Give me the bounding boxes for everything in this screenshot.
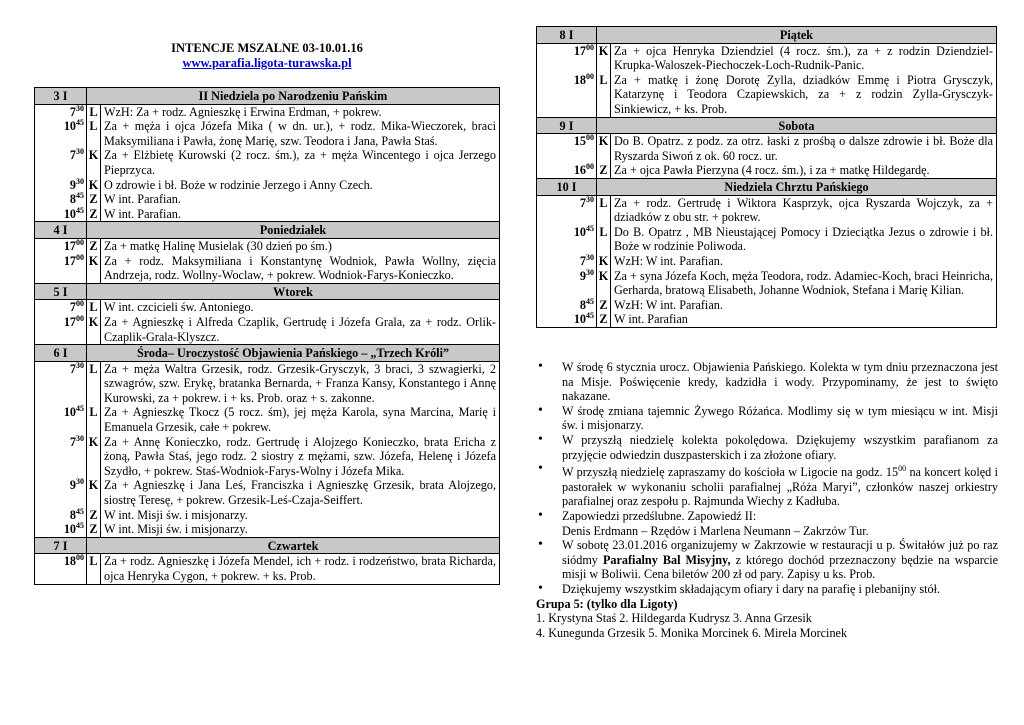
mass-hour: 9: [579, 268, 586, 283]
day-header: [537, 117, 997, 134]
mass-intention: Za + rodz. Gertrudę i Wiktora Kasprzyk, ojca Ryszarda Wojczyk, za + dziadków z obu str. + pokrew.: [614, 195, 993, 225]
mass-codes: [597, 195, 611, 327]
mass-hour: 17: [63, 314, 76, 329]
mass-intention: WzH: W int. Parafian.: [614, 297, 723, 312]
mass-hour: 10: [63, 522, 76, 537]
mass-times: [35, 554, 87, 584]
mass-minutes: 00: [76, 553, 84, 563]
mass-hour: 16: [573, 163, 586, 178]
mass-minutes: 30: [76, 477, 84, 487]
mass-location-code: Z: [599, 163, 608, 178]
day-date: 10 I: [537, 178, 597, 195]
mass-intentions: [101, 238, 500, 283]
mass-times: [537, 134, 597, 179]
day-date: 6 I: [35, 345, 87, 362]
mass-intention: W int. Parafian: [614, 312, 688, 327]
mass-minutes: 30: [586, 267, 594, 277]
mass-intention: Za + Agnieszkę i Jana Leś, Franciszka i Agnieszkę Grzesik, brata Alojzego, siostrę Teresę, + pokrew. Grzesik-Leś-Czaja-Seiffert.: [104, 478, 496, 508]
concert-text-rest: na koncert kolęd i pastorałek w wykonaniu scholii parafialnej „Róża Maryi”, członków naszej orkiestry parafialnej oraz zespołu p. Rajmunda Wiechy z Kadłuba.: [562, 465, 999, 509]
mass-time: [537, 312, 594, 327]
mass-time: [537, 44, 594, 73]
mass-hour: 7: [579, 253, 586, 268]
mass-time: [35, 522, 84, 537]
mass-location-code: K: [88, 177, 99, 192]
day-date: 8 I: [537, 27, 597, 44]
mass-intention: O zdrowie i bł. Boże w rodzinie Jerzego i Anny Czech.: [104, 177, 373, 192]
mass-minutes: 00: [76, 237, 84, 247]
mass-intention: WzH: Za + rodz. Agnieszkę i Erwina Erdman, + pokrew.: [104, 104, 382, 119]
mass-intention: W int. Misji św. i misjonarzy.: [104, 507, 248, 522]
mass-intentions: [611, 195, 997, 327]
mass-time: [35, 478, 84, 507]
mass-minutes: 00: [76, 252, 84, 262]
mass-time: [35, 254, 84, 283]
concert-hour-min: 00: [898, 464, 907, 474]
mass-intention: Do B. Opatrz , MB Nieustającej Pomocy i Dzieciątka Jezus o zdrowie i bł. Boże w rodzinie Poliwoda.: [614, 224, 993, 254]
group-line: 4. Kunegunda Grzesik 5. Monika Morcinek 6. Mirela Morcinek: [536, 625, 848, 640]
mass-hour: 10: [63, 405, 76, 420]
mass-codes: [87, 238, 101, 283]
mass-time: [35, 508, 84, 523]
mass-time: [35, 405, 84, 434]
mass-codes: [87, 554, 101, 584]
mass-codes: [87, 361, 101, 537]
day-header: [537, 27, 997, 44]
mass-time: [35, 239, 84, 254]
mass-minutes: 30: [76, 176, 84, 186]
group-line: 1. Krystyna Staś 2. Hildegarda Kudrysz 3. Anna Grzesik: [536, 611, 812, 626]
day-header: [35, 222, 500, 239]
day-name: Poniedziałek: [87, 222, 500, 239]
mass-codes: [87, 300, 101, 345]
mass-intentions: [101, 104, 500, 222]
day-header: [35, 345, 500, 362]
mass-intention: Za + matkę i żonę Dorotę Zylla, dziadków Emmę i Piotra Grysczyk, Katarzynę i Teodora Czapiewskich, za + z rodzin Zylla-Grysczyk-Sinkiewicz, + ks. Prob.: [614, 72, 993, 116]
day-name: Środa– Uroczystość Objawienia Pańskiego – „Trzech Króli”: [87, 345, 500, 362]
mass-time: [537, 225, 594, 254]
mass-time: [35, 207, 84, 222]
announcements: [536, 360, 998, 640]
mass-location-code: L: [599, 72, 608, 87]
mass-intentions: [101, 554, 500, 584]
mass-intention: Za + Agnieszkę Tkocz (5 rocz. śm), jej męża Karola, syna Marcina, Marię i Emanuela Grzesik, całe + pokrew.: [104, 405, 496, 435]
day-date: 3 I: [35, 88, 87, 105]
mass-time: [35, 315, 84, 344]
mass-location-code: K: [88, 478, 99, 493]
mass-minutes: 00: [586, 162, 594, 172]
mass-location-code: Z: [89, 522, 98, 537]
day-masses: [35, 554, 500, 584]
day-name: Niedziela Chrztu Pańskiego: [597, 178, 997, 195]
mass-minutes: 30: [76, 360, 84, 370]
mass-location-code: Z: [89, 192, 98, 207]
mass-time: [35, 362, 84, 406]
mass-minutes: 30: [586, 252, 594, 262]
mass-location-code: Z: [599, 297, 608, 312]
ball-announcement: [536, 538, 998, 582]
day-header: [35, 283, 500, 300]
mass-hour: 9: [69, 478, 76, 493]
mass-location-code: K: [88, 314, 99, 329]
mass-hour: 7: [69, 361, 76, 376]
day-name: II Niedziela po Narodzeniu Pańskim: [87, 88, 500, 105]
mass-hour: 8: [69, 192, 76, 207]
announcement: • W przyszłą niedzielę kolekta pokolędowa. Dziękujemy wszystkim parafianom za przyjęcie odwiedzin duszpasterskich i za złożone ofiary.: [536, 433, 998, 462]
day-masses: [537, 43, 997, 117]
mass-hour: 10: [573, 312, 586, 327]
mass-hour: 17: [573, 43, 586, 58]
mass-minutes: 45: [76, 506, 84, 516]
mass-time: [35, 178, 84, 193]
mass-intention: Za + ojca Henryka Dziendziel (4 rocz. śm.), za + z rodzin Dziendziel-Krupka-Waloszek-Piechoczek-Loch-Rudnik-Panic.: [614, 43, 993, 73]
mass-intention: W int. Parafian.: [104, 192, 181, 207]
day-date: 5 I: [35, 283, 87, 300]
mass-hour: 18: [63, 554, 76, 569]
mass-minutes: 00: [586, 42, 594, 52]
day-masses: [537, 195, 997, 327]
mass-location-code: L: [89, 104, 98, 119]
mass-hour: 7: [579, 195, 586, 210]
mass-time: [35, 554, 84, 583]
mass-location-code: K: [598, 43, 609, 58]
mass-time: [537, 298, 594, 313]
day-date: 7 I: [35, 537, 87, 554]
mass-location-code: K: [88, 148, 99, 163]
day-masses: [537, 134, 997, 179]
mass-intention: Za + męża i ojca Józefa Mika ( w dn. ur.), + rodz. Mika-Wieczorek, braci Maksymiliana i Pawła, żonę Marię, szw. Teodora i Jana, Pawła Staś.: [104, 119, 496, 148]
mass-minutes: 45: [76, 191, 84, 201]
mass-time: [35, 300, 84, 315]
mass-minutes: 00: [76, 313, 84, 323]
mass-minutes: 45: [76, 404, 84, 414]
mass-location-code: K: [598, 253, 609, 268]
mass-location-code: Z: [599, 312, 608, 327]
mass-intention: Za + męża Waltra Grzesik, rodz. Grzesik-Grysczyk, 3 braci, 3 szwagierki, 2 szwagrów, szw. Erykę, bratanka Bernarda, + Franza Kansy, Konstantego i Annę Kurowski, za + pokrew. i + ks. Prob. oraz + s. zakonne.: [104, 361, 496, 405]
mass-location-code: L: [599, 224, 608, 239]
mass-time: [537, 196, 594, 225]
mass-times: [35, 361, 87, 537]
mass-minutes: 00: [586, 71, 594, 81]
mass-intentions: [611, 43, 997, 117]
mass-hour: 8: [69, 507, 76, 522]
website-row: [34, 56, 500, 71]
mass-intention: Za + syna Józefa Koch, męża Teodora, rodz. Adamiec-Koch, braci Heinricha, Gerharda, bratową Elisabeth, Johanne Wodniok, Stefana i Marię Kilian.: [614, 268, 993, 298]
mass-minutes: 00: [586, 133, 594, 143]
mass-minutes: 45: [76, 205, 84, 215]
mass-times: [537, 195, 597, 327]
day-header: [35, 88, 500, 105]
day-masses: [35, 361, 500, 537]
mass-times: [35, 238, 87, 283]
left-table-body: [35, 88, 500, 585]
mass-time: [537, 163, 594, 178]
mass-times: [537, 43, 597, 117]
mass-intention: Za + rodz. Agnieszkę i Józefa Mendel, ich + rodz. i rodzeństwo, brata Richarda, ojca Henryka Cygon, + pokrew. + ks. Prob.: [104, 554, 496, 583]
day-masses: [35, 238, 500, 283]
mass-location-code: Z: [89, 206, 98, 221]
mass-hour: 17: [63, 253, 76, 268]
mass-hour: 17: [63, 238, 76, 253]
mass-intention: WzH: W int. Parafian.: [614, 253, 723, 268]
mass-hour: 7: [69, 148, 76, 163]
mass-time: [537, 254, 594, 269]
engagement-couple: Denis Erdmann – Rzędów i Marlena Neumann – Zakrzów Tur.: [562, 523, 869, 538]
mass-codes: [597, 134, 611, 179]
concert-text: W przyszłą niedzielę zapraszamy do kościoła w Ligocie na godz. 15: [562, 465, 899, 480]
mass-time: [35, 435, 84, 479]
mass-location-code: K: [88, 434, 99, 449]
mass-minutes: 30: [76, 147, 84, 157]
mass-minutes: 00: [76, 299, 84, 309]
mass-minutes: 30: [586, 194, 594, 204]
mass-location-code: L: [89, 554, 98, 569]
announcement: • W środę zmiana tajemnic Żywego Różańca. Modlimy się w tym miesiącu w int. Misji św. i misjonarzy.: [536, 404, 998, 433]
ball-text-rest: z którego dochód przeznaczony będzie na wsparcie misji w Boliwii. Cena biletów 200 zł od pary. Zapisy u ks. Prob.: [562, 552, 998, 582]
ball-text: W sobotę 23.01.2016 organizujemy w Zakrzowie w restauracji u p. Świtałów już po raz siódmy: [562, 538, 998, 567]
mass-time: [35, 192, 84, 207]
right-table-body: [537, 27, 997, 328]
day-masses: [35, 300, 500, 345]
day-name: Wtorek: [87, 283, 500, 300]
mass-hour: 7: [69, 300, 76, 315]
mass-hour: 10: [573, 224, 586, 239]
day-name: Sobota: [597, 117, 997, 134]
mass-times: [35, 300, 87, 345]
mass-intention: Za + Annę Konieczko, rodz. Gertrudę i Alojzego Konieczko, brata Ericha z żoną, Pawła Staś, jego rodz. 2 siostry z mężami, szw. Józefa, Helenę i Józefa Szydło, + pokrew. Staś-Wodniok-Farys-Wolny i Józefa Mika.: [104, 434, 496, 478]
mass-hour: 15: [573, 134, 586, 149]
mass-minutes: 45: [76, 118, 84, 128]
mass-intentions: [101, 361, 500, 537]
mass-location-code: L: [89, 119, 98, 134]
mass-hour: 10: [63, 206, 76, 221]
thanks: • Dziękujemy wszystkim składającym ofiary i dary na parafię i plebanijny stół.: [536, 582, 998, 597]
mass-hour: 7: [69, 434, 76, 449]
mass-location-code: L: [89, 361, 98, 376]
mass-minutes: 30: [76, 103, 84, 113]
mass-time: [35, 148, 84, 177]
mass-location-code: Z: [89, 238, 98, 253]
mass-intention: Za + Elżbietę Kurowski (2 rocz. śm.), za + męża Wincentego i ojca Jerzego Pieprzyca.: [104, 148, 496, 177]
mass-intention: Za + Agnieszkę i Alfreda Czaplik, Gertrudę i Józefa Grala, za + rodz. Orlik-Czaplik-Grala-Klyszcz.: [104, 314, 496, 344]
mass-intentions: [101, 300, 500, 345]
mass-hour: 7: [69, 104, 76, 119]
mass-minutes: 45: [586, 296, 594, 306]
announcement: • W środę 6 stycznia urocz. Objawienia Pańskiego. Kolekta w tym dniu przeznaczona jest na Misje. Poświęcenie kredy, kadzidła i wody. Przypominamy, że jest to święto nakazane.: [536, 360, 998, 404]
mass-hour: 10: [63, 119, 76, 134]
mass-intention: Do B. Opatrz. z podz. za otrz. łaski z prośbą o dalsze zdrowie i bł. Boże dla Ryszarda Siwoń z ok. 60 rocz. ur.: [614, 134, 993, 163]
concert-announcement: [536, 462, 998, 509]
mass-time: [35, 119, 84, 148]
mass-intention: Za + rodz. Maksymiliana i Konstantynę Wodniok, Pawła Wollny, zięcia Andrzeja, rodz. Wollny-Woclaw, + pokrew. Wodniok-Farys-Konieczko.: [104, 253, 496, 283]
mass-location-code: Z: [89, 507, 98, 522]
mass-time: [537, 73, 594, 117]
mass-intention: Za + matkę Halinę Musielak (30 dzień po śm.): [104, 238, 332, 253]
day-masses: [35, 104, 500, 222]
mass-time: [35, 105, 84, 120]
mass-intention: Za + ojca Pawła Pierzyna (4 rocz. śm.), i za + matkę Hildegardę.: [614, 163, 930, 178]
mass-minutes: 45: [586, 311, 594, 321]
mass-location-code: L: [599, 195, 608, 210]
mass-minutes: 45: [76, 521, 84, 531]
mass-codes: [87, 104, 101, 222]
mass-hour: 8: [579, 297, 586, 312]
mass-location-code: K: [88, 253, 99, 268]
day-name: Czwartek: [87, 537, 500, 554]
day-name: Piątek: [597, 27, 997, 44]
mass-hour: 18: [573, 72, 586, 87]
mass-location-code: L: [89, 300, 98, 315]
mass-location-code: K: [598, 268, 609, 283]
ball-name: Parafialny Bal Misyjny,: [602, 552, 731, 567]
bulletin-title: INTENCJE MSZALNE 03-10.01.16: [171, 41, 363, 55]
mass-intentions: [611, 134, 997, 179]
left-mass-table: [34, 87, 500, 585]
day-date: 4 I: [35, 222, 87, 239]
right-mass-table: [536, 26, 997, 328]
mass-intention: W int. Misji św. i misjonarzy.: [104, 522, 248, 537]
day-header: [537, 178, 997, 195]
mass-intention: W int. czcicieli św. Antoniego.: [104, 300, 254, 315]
mass-codes: [597, 43, 611, 117]
mass-minutes: 30: [76, 433, 84, 443]
engagement-heading: • Zapowiedzi przedślubne. Zapowiedź II:: [536, 509, 998, 524]
mass-time: [537, 269, 594, 298]
mass-time: [537, 134, 594, 163]
mass-hour: 9: [69, 177, 76, 192]
day-header: [35, 537, 500, 554]
day-date: 9 I: [537, 117, 597, 134]
website-link[interactable]: www.parafia.ligota-turawska.pl: [182, 56, 352, 70]
group-heading: Grupa 5: (tylko dla Ligoty): [536, 596, 678, 611]
mass-location-code: L: [89, 405, 98, 420]
mass-minutes: 45: [586, 223, 594, 233]
mass-times: [35, 104, 87, 222]
mass-intention: W int. Parafian.: [104, 206, 181, 221]
mass-location-code: K: [598, 134, 609, 149]
